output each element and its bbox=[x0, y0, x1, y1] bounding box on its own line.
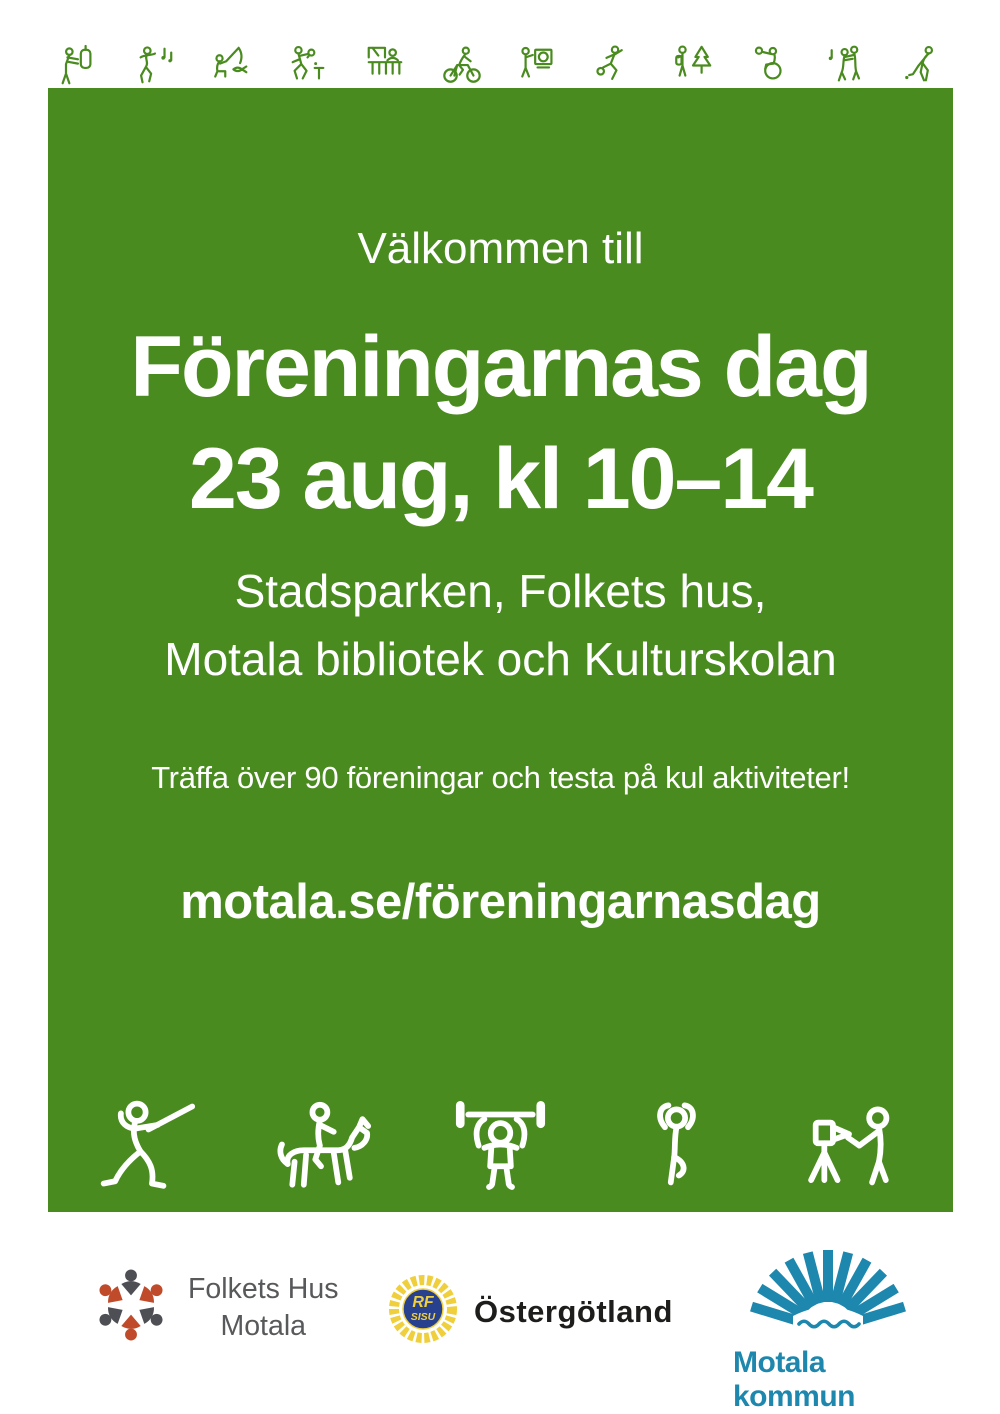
motala-kommun-label: Motala kommun bbox=[733, 1346, 856, 1413]
venue-line-1: Stadsparken, Folkets hus, bbox=[234, 565, 767, 617]
tagline-text: Träffa över 90 föreningar och testa på kul aktiviteter! bbox=[151, 760, 850, 795]
folkets-hus-emblem-icon bbox=[88, 1262, 174, 1353]
wheelchair-basketball-icon bbox=[747, 44, 793, 88]
boxing-icon bbox=[54, 44, 100, 88]
golf-icon bbox=[901, 44, 947, 88]
event-title: Föreningarnas dag bbox=[130, 319, 871, 415]
soccer-icon bbox=[593, 44, 639, 88]
dancing-child-icon bbox=[131, 44, 177, 88]
rf-monogram: RF bbox=[412, 1294, 434, 1311]
sisu-word: SISU bbox=[410, 1311, 436, 1323]
rf-sisu-emblem-icon bbox=[386, 1272, 460, 1351]
folkets-hus-logo bbox=[88, 1262, 338, 1353]
fencing-icon bbox=[90, 1095, 207, 1210]
table-tennis-icon bbox=[285, 44, 331, 88]
rf-sisu-region-label: Östergötland bbox=[474, 1293, 673, 1329]
activity-icon-row bbox=[48, 1095, 953, 1210]
folkets-hus-line2: Motala bbox=[220, 1309, 306, 1342]
gymnastics-icon bbox=[618, 1095, 735, 1210]
hiking-icon bbox=[670, 44, 716, 88]
motala-sun-fan-icon bbox=[743, 1240, 913, 1337]
footer-logo-bar bbox=[0, 1212, 1000, 1414]
weightlifting-icon bbox=[442, 1095, 559, 1210]
folkets-hus-wordmark bbox=[188, 1271, 338, 1344]
event-date-time: 23 aug, kl 10–14 bbox=[189, 431, 812, 527]
motala-kommun-logo bbox=[733, 1240, 923, 1414]
cycling-icon bbox=[439, 44, 485, 88]
painting-icon bbox=[516, 44, 562, 88]
website-url: motala.se/föreningarnasdag bbox=[180, 875, 821, 929]
folkets-hus-line1: Folkets Hus bbox=[188, 1273, 339, 1306]
green-panel bbox=[48, 88, 953, 1212]
rf-sisu-logo bbox=[386, 1272, 673, 1351]
top-icon-strip bbox=[48, 40, 953, 88]
fishing-icon bbox=[208, 44, 254, 88]
horse-riding-icon bbox=[266, 1095, 383, 1210]
theater-stage-icon bbox=[362, 44, 408, 88]
welcome-text: Välkommen till bbox=[357, 224, 644, 273]
venue-line-2: Motala bibliotek och Kulturskolan bbox=[164, 633, 837, 685]
photography-icon bbox=[794, 1095, 911, 1210]
couple-dancing-icon bbox=[824, 44, 870, 88]
